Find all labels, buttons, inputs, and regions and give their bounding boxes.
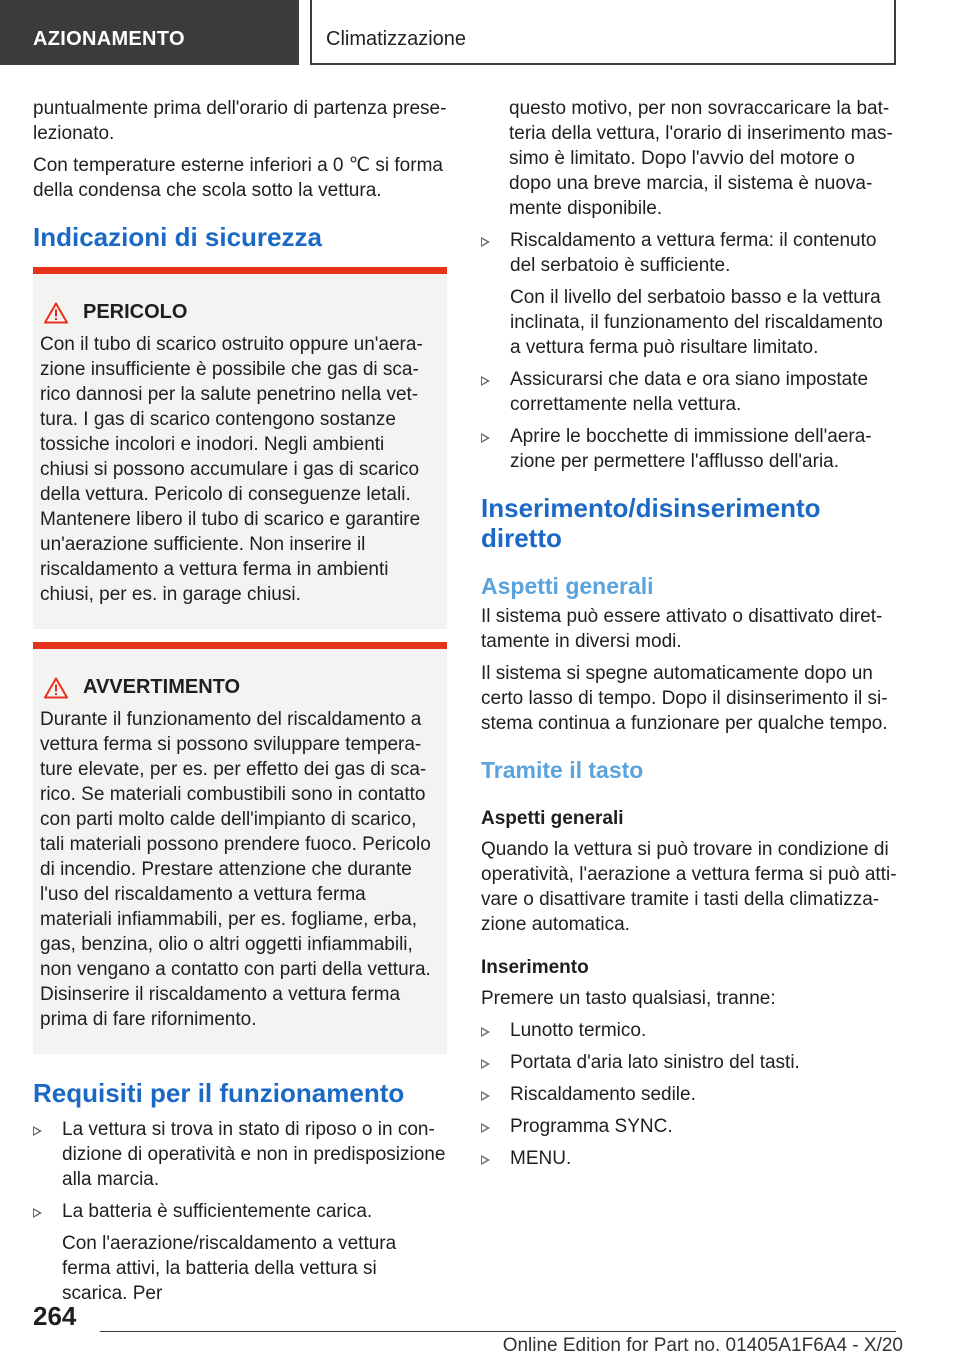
right-column	[481, 96, 897, 1178]
button-general-text: Quando la vettura si può trovare in condizione di operatività, l'aerazione a vettura ferma si può attivare o disattivare tramite i tasti della climatizzazione automatica.	[481, 839, 897, 935]
safety-heading: Indicazioni di sicurezza	[33, 222, 322, 252]
header-chapter-tab	[310, 0, 896, 65]
general-heading: Aspetti generali	[481, 573, 654, 599]
header-chapter-label: Climatizzazione	[326, 28, 467, 50]
page-number: 264	[33, 1301, 77, 1331]
requirements-heading: Requisiti per il funzionamento	[33, 1078, 405, 1108]
button-heading: Tramite il tasto	[481, 757, 644, 783]
warning-triangle-icon	[44, 302, 68, 324]
left-column	[33, 96, 447, 1313]
list-item: Assicurarsi che data e ora siano impostate correttamente nella vettura.	[481, 367, 897, 417]
requirements-list-continued	[481, 228, 897, 474]
list-item: Riscaldamento a vettura ferma: il contenuto del serbatoio è sufficiente. Con il livello del serbatoio basso e la vettura inclinata, il funzionamento del riscaldamento a vettura ferma può risultare limitato.	[481, 228, 897, 360]
list-item: La vettura si trova in stato di riposo o in condizione di operatività e non in predisposizione alla marcia.	[33, 1117, 447, 1192]
list-item-note: Con l'aerazione/riscaldamento a vettura ferma attivi, la batteria della vettura si scarica. Per	[62, 1233, 397, 1304]
paragraph-condensation: Con temperature esterne inferiori a 0 ℃ si forma della condensa che scola sotto la vettura.	[33, 155, 443, 201]
footer-edition: Online Edition for Part no. 01405A1F6A4 - X/20	[502, 1335, 903, 1356]
paragraph-intro: puntualmente prima dell'orario di partenza preselezionato.	[33, 98, 447, 144]
warning-triangle-icon	[44, 677, 68, 699]
footer-divider	[100, 1331, 896, 1332]
bullet-triangle-icon	[33, 1208, 42, 1218]
danger-box	[33, 267, 447, 629]
bullet-triangle-icon	[481, 1155, 490, 1165]
requirements-list	[33, 1117, 447, 1306]
danger-title: PERICOLO	[83, 301, 188, 323]
bullet-triangle-icon	[481, 237, 490, 247]
bullet-triangle-icon	[481, 433, 490, 443]
warning-text: Durante il funzionamento del riscaldamento a vettura ferma si possono sviluppare temperature elevate, per es. per effetto dei gas di scarico. Se materiali combustibili sono in contatto con parti molto calde dell'impianto di scarico, tali materiali possono prendere fuoco. Pericolo di incendio. Prestare attenzione che durante l'uso del riscaldamento a vettura ferma materiali infiammabili, per es. fogliame, erba, gas, benzina, olio o altri oggetti infiammabili, non vengano a contatto con parti della vettura. Disinserire il riscaldamento a vettura ferma prima di fare rifornimento.	[40, 709, 431, 1030]
danger-text: Con il tubo di scarico ostruito oppure un'aerazione insufficiente è possibile che gas di scarico dannosi per la salute penetrino nella vettura. I gas di scarico contengono sostanze tossiche incolori e inodori. Negli ambienti chiusi si possono accumulare i gas di scarico della vettura. Pericolo di conseguenze letali. Mantenere libero il tubo di scarico e garantire un'aerazione sufficiente. Non inserire il riscaldamento a vettura ferma in ambienti chiusi, per es. in garage chiusi.	[40, 334, 423, 605]
bullet-triangle-icon	[481, 1091, 490, 1101]
list-item-note: Con il livello del serbatoio basso e la vettura inclinata, il funzionamento del riscaldamento a vettura ferma può risultare limitato.	[510, 287, 883, 358]
on-text: Premere un tasto qualsiasi, tranne:	[481, 988, 776, 1009]
paragraph-continued: questo motivo, per non sovraccaricare la batteria della vettura, l'orario di inserimento massimo è limitato. Dopo l'avvio del motore o dopo una breve marcia, il sistema è nuovamente disponibile.	[509, 98, 893, 219]
header-section-tab	[0, 0, 299, 65]
warning-box	[33, 642, 447, 1054]
list-item: La batteria è sufficientemente carica. Con l'aerazione/riscaldamento a vettura ferma attivi, la batteria della vettura si scarica. Per	[33, 1199, 447, 1306]
list-item: Aprire le bocchette di immissione dell'aerazione per permettere l'afflusso dell'aria.	[481, 424, 897, 474]
button-general-title: Aspetti generali	[481, 808, 624, 829]
on-title: Inserimento	[481, 957, 589, 978]
exceptions-list	[481, 1018, 897, 1171]
general-paragraph-1: Il sistema può essere attivato o disattivato direttamente in diversi modi.	[481, 606, 883, 652]
list-item: Programma SYNC.	[481, 1114, 897, 1139]
list-item: MENU.	[481, 1146, 897, 1171]
warning-title: AVVERTIMENTO	[83, 676, 241, 698]
list-item: Portata d'aria lato sinistro del tasti.	[481, 1050, 897, 1075]
bullet-triangle-icon	[33, 1126, 42, 1136]
direct-heading: Inserimento/disinserimento diretto	[481, 493, 821, 553]
header-section-label: AZIONAMENTO	[33, 28, 185, 50]
general-paragraph-2: Il sistema si spegne automaticamente dopo un certo lasso di tempo. Dopo il disinserimento il sistema continua a funzionare per qualche tempo.	[481, 663, 888, 734]
bullet-triangle-icon	[481, 1059, 490, 1069]
list-item: Riscaldamento sedile.	[481, 1082, 897, 1107]
list-item: Lunotto termico.	[481, 1018, 897, 1043]
bullet-triangle-icon	[481, 1027, 490, 1037]
bullet-triangle-icon	[481, 376, 490, 386]
bullet-triangle-icon	[481, 1123, 490, 1133]
